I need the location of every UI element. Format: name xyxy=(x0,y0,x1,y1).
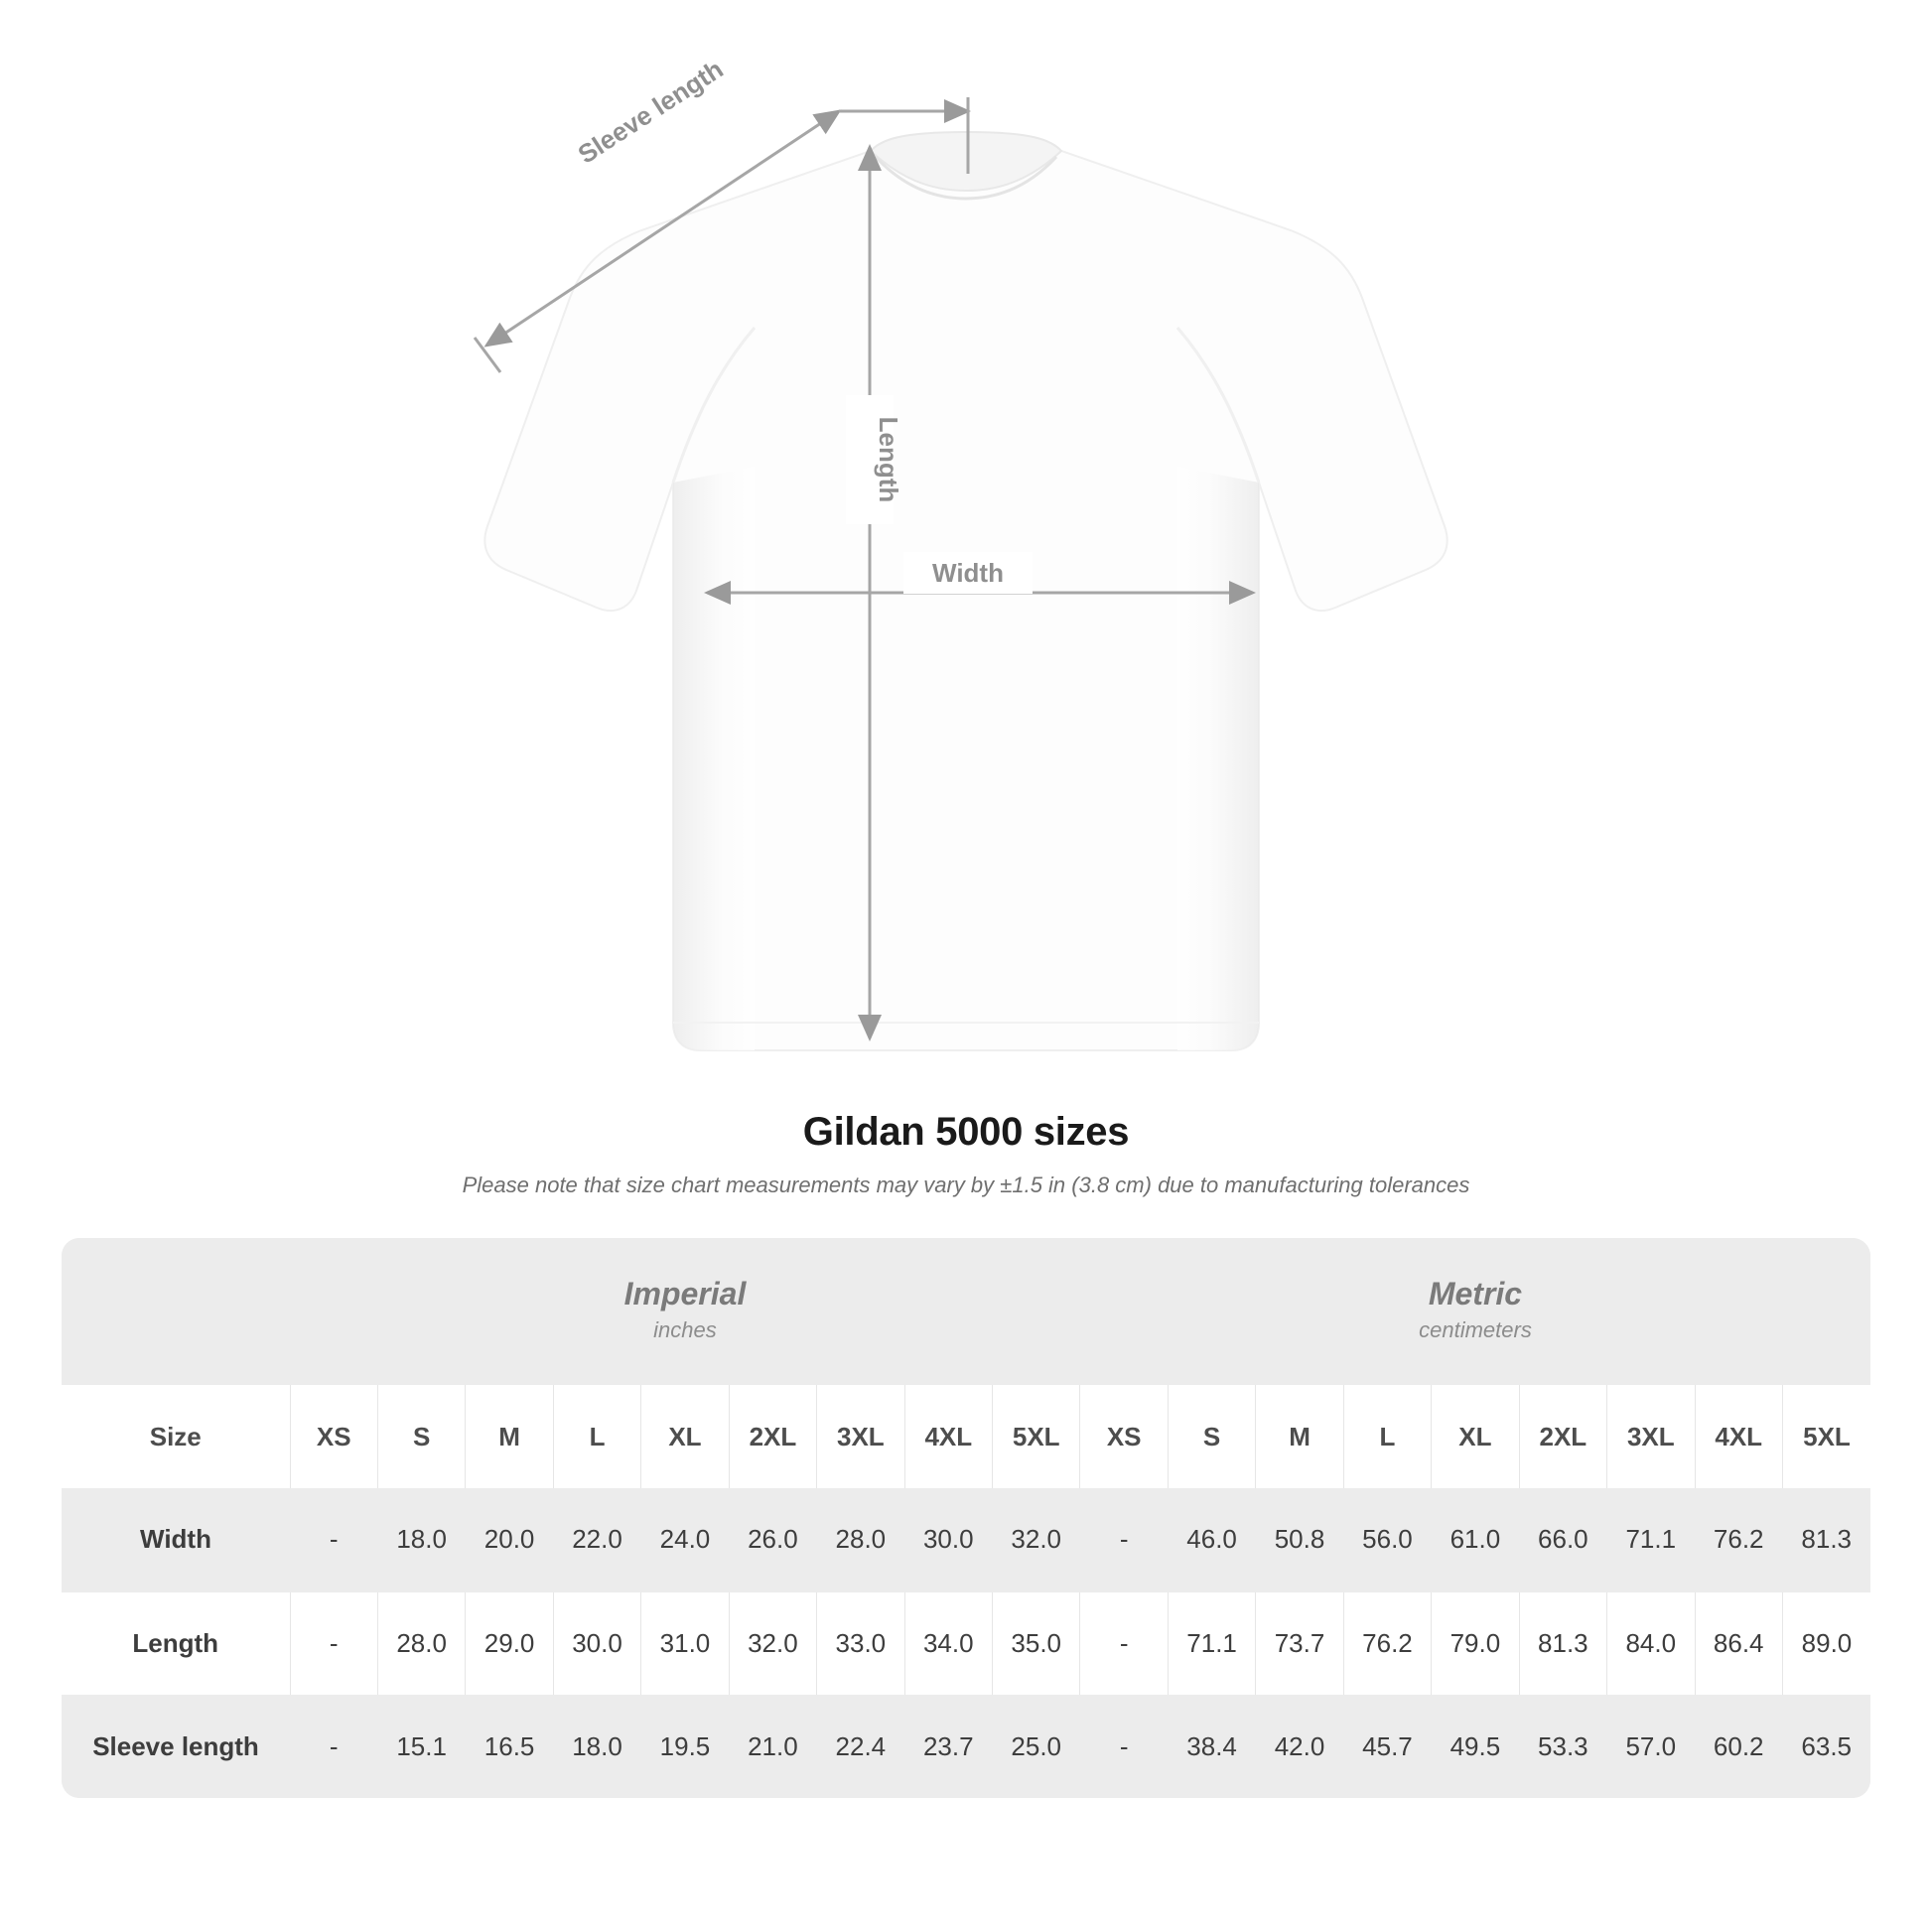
cell-sleeve-imperial-2xl: 21.0 xyxy=(729,1695,816,1798)
size-header-metric-l: L xyxy=(1343,1385,1431,1488)
row-label-width: Width xyxy=(62,1488,290,1591)
cell-width-metric-4xl: 76.2 xyxy=(1695,1488,1782,1591)
size-header-imperial-3xl: 3XL xyxy=(817,1385,904,1488)
size-table-body xyxy=(62,1238,1870,1798)
cell-width-metric-2xl: 66.0 xyxy=(1519,1488,1606,1591)
cell-sleeve-imperial-4xl: 23.7 xyxy=(904,1695,992,1798)
cell-width-metric-xs: - xyxy=(1080,1488,1168,1591)
width-label: Width xyxy=(932,558,1004,588)
cell-sleeve-metric-4xl: 60.2 xyxy=(1695,1695,1782,1798)
cell-length-metric-2xl: 81.3 xyxy=(1519,1591,1606,1695)
cell-length-metric-s: 71.1 xyxy=(1168,1591,1255,1695)
unit-group-imperial xyxy=(290,1238,1080,1385)
size-header-imperial-s: S xyxy=(377,1385,465,1488)
cell-width-imperial-5xl: 32.0 xyxy=(993,1488,1080,1591)
table-row xyxy=(62,1695,1870,1798)
cell-width-imperial-m: 20.0 xyxy=(466,1488,553,1591)
cell-sleeve-metric-xl: 49.5 xyxy=(1432,1695,1519,1798)
unit-group-metric xyxy=(1080,1238,1870,1385)
size-header-metric-3xl: 3XL xyxy=(1607,1385,1695,1488)
row-label-sleeve-length: Sleeve length xyxy=(62,1695,290,1798)
cell-length-imperial-s: 28.0 xyxy=(377,1591,465,1695)
size-header-metric-xl: XL xyxy=(1432,1385,1519,1488)
cell-width-imperial-4xl: 30.0 xyxy=(904,1488,992,1591)
cell-width-imperial-3xl: 28.0 xyxy=(817,1488,904,1591)
unit-group-metric-name: Metric xyxy=(1428,1276,1523,1311)
size-header-row xyxy=(62,1385,1870,1488)
size-header-imperial-m: M xyxy=(466,1385,553,1488)
cell-width-metric-m: 50.8 xyxy=(1256,1488,1343,1591)
cell-sleeve-metric-2xl: 53.3 xyxy=(1519,1695,1606,1798)
cell-sleeve-imperial-3xl: 22.4 xyxy=(817,1695,904,1798)
cell-length-imperial-xl: 31.0 xyxy=(641,1591,729,1695)
page-title: Gildan 5000 sizes xyxy=(802,1110,1130,1154)
cell-sleeve-metric-3xl: 57.0 xyxy=(1607,1695,1695,1798)
row-label-length: Length xyxy=(62,1591,290,1695)
size-header-metric-2xl: 2XL xyxy=(1519,1385,1606,1488)
unit-group-metric-sub: centimeters xyxy=(1419,1316,1532,1342)
cell-width-metric-s: 46.0 xyxy=(1168,1488,1255,1591)
size-header-metric-4xl: 4XL xyxy=(1695,1385,1782,1488)
cell-length-metric-m: 73.7 xyxy=(1256,1591,1343,1695)
cell-sleeve-metric-xs: - xyxy=(1080,1695,1168,1798)
cell-length-imperial-m: 29.0 xyxy=(466,1591,553,1695)
cell-width-metric-5xl: 81.3 xyxy=(1782,1488,1870,1591)
cell-sleeve-imperial-5xl: 25.0 xyxy=(993,1695,1080,1798)
size-header-imperial-2xl: 2XL xyxy=(729,1385,816,1488)
cell-length-imperial-2xl: 32.0 xyxy=(729,1591,816,1695)
cell-sleeve-imperial-m: 16.5 xyxy=(466,1695,553,1798)
size-header-imperial-l: L xyxy=(553,1385,640,1488)
table-row xyxy=(62,1591,1870,1695)
cell-sleeve-metric-m: 42.0 xyxy=(1256,1695,1343,1798)
size-header-imperial-4xl: 4XL xyxy=(904,1385,992,1488)
cell-width-imperial-2xl: 26.0 xyxy=(729,1488,816,1591)
tolerance-note: Please note that size chart measurements may vary by ±1.5 in (3.8 cm) due to manufacturing tolerances xyxy=(462,1173,1470,1197)
cell-width-metric-xl: 61.0 xyxy=(1432,1488,1519,1591)
unit-corner-cell xyxy=(62,1238,290,1385)
cell-sleeve-metric-s: 38.4 xyxy=(1168,1695,1255,1798)
cell-sleeve-imperial-xl: 19.5 xyxy=(641,1695,729,1798)
cell-sleeve-imperial-s: 15.1 xyxy=(377,1695,465,1798)
size-header-metric-xs: XS xyxy=(1080,1385,1168,1488)
cell-sleeve-metric-5xl: 63.5 xyxy=(1782,1695,1870,1798)
size-header-imperial-5xl: 5XL xyxy=(993,1385,1080,1488)
cell-width-metric-3xl: 71.1 xyxy=(1607,1488,1695,1591)
length-label: Length xyxy=(874,416,903,503)
table-row xyxy=(62,1488,1870,1591)
cell-width-imperial-l: 22.0 xyxy=(553,1488,640,1591)
cell-length-imperial-4xl: 34.0 xyxy=(904,1591,992,1695)
cell-width-metric-l: 56.0 xyxy=(1343,1488,1431,1591)
cell-length-metric-l: 76.2 xyxy=(1343,1591,1431,1695)
sleeve-length-label: Sleeve length xyxy=(572,54,729,170)
unit-header-row xyxy=(62,1238,1870,1385)
cell-length-imperial-5xl: 35.0 xyxy=(993,1591,1080,1695)
size-table-container xyxy=(62,1238,1870,1798)
unit-group-imperial-sub: inches xyxy=(653,1316,717,1342)
cell-width-imperial-xl: 24.0 xyxy=(641,1488,729,1591)
size-table xyxy=(62,1238,1870,1798)
cell-sleeve-metric-l: 45.7 xyxy=(1343,1695,1431,1798)
size-header-imperial-xl: XL xyxy=(641,1385,729,1488)
cell-length-metric-xs: - xyxy=(1080,1591,1168,1695)
size-header-imperial-xs: XS xyxy=(290,1385,377,1488)
cell-sleeve-imperial-l: 18.0 xyxy=(553,1695,640,1798)
cell-width-imperial-s: 18.0 xyxy=(377,1488,465,1591)
size-header-metric-5xl: 5XL xyxy=(1782,1385,1870,1488)
cell-length-imperial-xs: - xyxy=(290,1591,377,1695)
cell-length-imperial-3xl: 33.0 xyxy=(817,1591,904,1695)
cell-length-metric-xl: 79.0 xyxy=(1432,1591,1519,1695)
cell-sleeve-imperial-xs: - xyxy=(290,1695,377,1798)
size-header-metric-s: S xyxy=(1168,1385,1255,1488)
cell-length-metric-4xl: 86.4 xyxy=(1695,1591,1782,1695)
cell-length-metric-3xl: 84.0 xyxy=(1607,1591,1695,1695)
cell-width-imperial-xs: - xyxy=(290,1488,377,1591)
cell-length-metric-5xl: 89.0 xyxy=(1782,1591,1870,1695)
unit-group-imperial-name: Imperial xyxy=(623,1276,747,1311)
cell-length-imperial-l: 30.0 xyxy=(553,1591,640,1695)
size-header-label: Size xyxy=(62,1385,290,1488)
size-header-metric-m: M xyxy=(1256,1385,1343,1488)
